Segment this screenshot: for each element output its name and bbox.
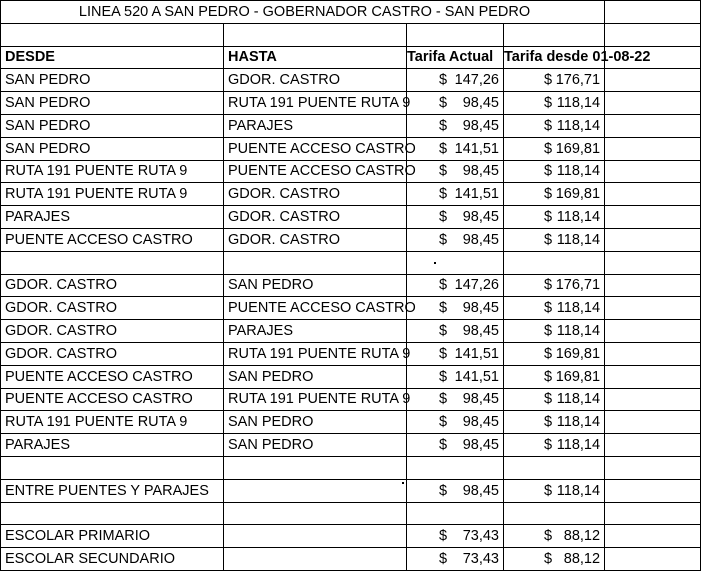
cell-desde: PARAJES — [1, 434, 224, 457]
empty-cell — [605, 114, 701, 137]
currency-symbol: $ — [544, 186, 553, 203]
price-value: 73,43 — [462, 528, 499, 545]
currency-symbol: $ — [544, 209, 553, 226]
currency-symbol: $ — [544, 482, 553, 499]
cell-tarifa-actual — [407, 137, 504, 160]
currency-symbol: $ — [544, 163, 553, 180]
price-value: 118,14 — [556, 300, 601, 317]
cell-tarifa-actual — [407, 228, 504, 251]
empty-cell — [605, 388, 701, 411]
currency-symbol: $ — [439, 300, 448, 317]
cell-tarifa-actual — [407, 342, 504, 365]
cell-desde: ESCOLAR PRIMARIO — [1, 525, 224, 548]
price-value: 118,14 — [556, 437, 601, 454]
currency-symbol: $ — [439, 186, 448, 203]
cell-desde: ENTRE PUENTES Y PARAJES — [1, 479, 224, 502]
currency-symbol: $ — [544, 528, 553, 545]
price-value: 176,71 — [555, 277, 601, 294]
empty-cell — [224, 23, 407, 46]
empty-cell — [504, 502, 605, 525]
price-value: 98,45 — [462, 300, 499, 317]
blank-row — [1, 456, 701, 479]
price-value: 118,14 — [556, 117, 601, 134]
cell-tarifa-nueva — [504, 274, 605, 297]
cell-hasta: PUENTE ACCESO CASTRO — [224, 297, 407, 320]
table-row — [1, 206, 701, 229]
currency-symbol: $ — [544, 551, 553, 568]
cell-tarifa-nueva — [504, 137, 605, 160]
currency-symbol: $ — [439, 117, 448, 134]
cell-desde: PUENTE ACCESO CASTRO — [1, 388, 224, 411]
cell-tarifa-actual — [407, 479, 504, 502]
table-row — [1, 365, 701, 388]
table-row — [1, 114, 701, 137]
empty-cell — [605, 320, 701, 343]
table-row — [1, 137, 701, 160]
cell-hasta: GDOR. CASTRO — [224, 183, 407, 206]
cell-desde: RUTA 191 PUENTE RUTA 9 — [1, 411, 224, 434]
empty-cell — [1, 456, 224, 479]
cell-hasta: RUTA 191 PUENTE RUTA 9 — [224, 92, 407, 115]
blank-row — [1, 502, 701, 525]
price-value: 98,45 — [462, 437, 499, 454]
empty-cell — [224, 502, 407, 525]
header-row — [1, 46, 701, 69]
price-value: 169,81 — [555, 186, 601, 203]
cell-tarifa-actual — [407, 183, 504, 206]
price-value: 118,14 — [556, 482, 601, 499]
cell-desde: SAN PEDRO — [1, 114, 224, 137]
price-value: 147,26 — [454, 277, 499, 294]
cell-desde: SAN PEDRO — [1, 92, 224, 115]
cell-tarifa-nueva — [504, 114, 605, 137]
cell-hasta: SAN PEDRO — [224, 434, 407, 457]
cell-hasta — [224, 525, 407, 548]
empty-cell — [605, 23, 701, 46]
currency-symbol: $ — [439, 482, 448, 499]
price-value: 98,45 — [462, 414, 499, 431]
currency-symbol: $ — [544, 140, 553, 157]
empty-cell — [605, 92, 701, 115]
empty-cell — [605, 525, 701, 548]
empty-cell — [1, 251, 224, 274]
empty-cell — [605, 1, 701, 24]
empty-cell — [605, 137, 701, 160]
price-value: 88,12 — [563, 528, 601, 545]
table-row — [1, 274, 701, 297]
cell-hasta: SAN PEDRO — [224, 274, 407, 297]
empty-cell — [605, 342, 701, 365]
currency-symbol: $ — [544, 323, 553, 340]
price-value: 73,43 — [462, 551, 499, 568]
currency-symbol: $ — [439, 277, 448, 294]
price-value: 98,45 — [462, 323, 499, 340]
cell-desde: GDOR. CASTRO — [1, 274, 224, 297]
empty-cell — [504, 456, 605, 479]
table-row — [1, 434, 701, 457]
title-row — [1, 1, 701, 24]
price-value: 118,14 — [556, 95, 601, 112]
price-value: 98,45 — [462, 391, 499, 408]
cell-desde: ESCOLAR SECUNDARIO — [1, 548, 224, 571]
cell-tarifa-nueva — [504, 160, 605, 183]
cell-tarifa-actual — [407, 320, 504, 343]
price-value: 141,51 — [454, 140, 499, 157]
price-value: 118,14 — [556, 231, 601, 248]
empty-cell — [605, 206, 701, 229]
empty-cell — [605, 548, 701, 571]
stray-dot — [434, 262, 436, 264]
cell-desde: GDOR. CASTRO — [1, 342, 224, 365]
currency-symbol: $ — [439, 391, 448, 408]
empty-cell — [605, 274, 701, 297]
price-value: 169,81 — [555, 368, 601, 385]
cell-hasta: PARAJES — [224, 320, 407, 343]
cell-desde: PUENTE ACCESO CASTRO — [1, 228, 224, 251]
empty-cell — [407, 456, 504, 479]
price-value: 169,81 — [555, 140, 601, 157]
stray-dot — [402, 482, 404, 484]
cell-hasta: PARAJES — [224, 114, 407, 137]
empty-cell — [407, 251, 504, 274]
price-value: 147,26 — [454, 72, 499, 89]
header-tarifa-actual: Tarifa Actual — [407, 46, 504, 69]
currency-symbol: $ — [544, 300, 553, 317]
cell-tarifa-actual — [407, 160, 504, 183]
cell-desde: GDOR. CASTRO — [1, 297, 224, 320]
cell-desde: GDOR. CASTRO — [1, 320, 224, 343]
currency-symbol: $ — [544, 231, 553, 248]
price-value: 98,45 — [462, 482, 499, 499]
currency-symbol: $ — [439, 437, 448, 454]
currency-symbol: $ — [544, 414, 553, 431]
header-tarifa-nueva: Tarifa desde 01-08-22 — [504, 46, 605, 69]
cell-tarifa-nueva — [504, 411, 605, 434]
cell-tarifa-actual — [407, 525, 504, 548]
cell-desde: RUTA 191 PUENTE RUTA 9 — [1, 183, 224, 206]
table-row — [1, 479, 701, 502]
cell-hasta: PUENTE ACCESO CASTRO — [224, 160, 407, 183]
empty-cell — [605, 297, 701, 320]
currency-symbol: $ — [439, 72, 448, 89]
cell-tarifa-nueva — [504, 342, 605, 365]
price-value: 118,14 — [556, 209, 601, 226]
cell-tarifa-nueva — [504, 434, 605, 457]
table-title: LINEA 520 A SAN PEDRO - GOBERNADOR CASTRO - SAN PEDRO — [1, 1, 605, 24]
empty-cell — [407, 23, 504, 46]
table-row — [1, 388, 701, 411]
currency-symbol: $ — [439, 95, 448, 112]
price-value: 98,45 — [462, 163, 499, 180]
currency-symbol: $ — [439, 528, 448, 545]
header-hasta: HASTA — [224, 46, 407, 69]
empty-cell — [605, 183, 701, 206]
price-value: 118,14 — [556, 323, 601, 340]
empty-cell — [1, 502, 224, 525]
currency-symbol: $ — [439, 345, 448, 362]
cell-tarifa-actual — [407, 388, 504, 411]
table-row — [1, 525, 701, 548]
cell-hasta: SAN PEDRO — [224, 411, 407, 434]
empty-cell — [504, 23, 605, 46]
currency-symbol: $ — [439, 414, 448, 431]
empty-cell — [605, 228, 701, 251]
price-value: 169,81 — [555, 345, 601, 362]
currency-symbol: $ — [439, 551, 448, 568]
header-desde: DESDE — [1, 46, 224, 69]
currency-symbol: $ — [544, 437, 553, 454]
cell-tarifa-nueva — [504, 320, 605, 343]
cell-tarifa-actual — [407, 365, 504, 388]
empty-cell — [605, 69, 701, 92]
empty-cell — [605, 456, 701, 479]
table-row — [1, 69, 701, 92]
currency-symbol: $ — [439, 163, 448, 180]
currency-symbol: $ — [439, 231, 448, 248]
price-value: 118,14 — [556, 163, 601, 180]
table-row — [1, 160, 701, 183]
price-value: 98,45 — [462, 117, 499, 134]
table-row — [1, 228, 701, 251]
cell-tarifa-nueva — [504, 548, 605, 571]
currency-symbol: $ — [544, 368, 553, 385]
currency-symbol: $ — [544, 391, 553, 408]
currency-symbol: $ — [544, 95, 553, 112]
cell-tarifa-actual — [407, 411, 504, 434]
cell-tarifa-actual — [407, 92, 504, 115]
cell-desde: SAN PEDRO — [1, 69, 224, 92]
price-value: 141,51 — [454, 186, 499, 203]
cell-hasta: GDOR. CASTRO — [224, 206, 407, 229]
empty-cell — [407, 502, 504, 525]
cell-tarifa-actual — [407, 548, 504, 571]
price-value: 176,71 — [555, 72, 601, 89]
cell-tarifa-actual — [407, 274, 504, 297]
cell-desde: PARAJES — [1, 206, 224, 229]
empty-cell — [224, 251, 407, 274]
currency-symbol: $ — [544, 72, 553, 89]
spacer-row — [1, 23, 701, 46]
currency-symbol: $ — [544, 117, 553, 134]
cell-tarifa-actual — [407, 297, 504, 320]
price-value: 98,45 — [462, 95, 499, 112]
table-row — [1, 297, 701, 320]
table-row — [1, 342, 701, 365]
empty-cell — [605, 365, 701, 388]
cell-hasta: SAN PEDRO — [224, 365, 407, 388]
cell-desde: PUENTE ACCESO CASTRO — [1, 365, 224, 388]
cell-hasta: RUTA 191 PUENTE RUTA 9 — [224, 388, 407, 411]
cell-desde: SAN PEDRO — [1, 137, 224, 160]
currency-symbol: $ — [544, 345, 553, 362]
empty-cell — [605, 502, 701, 525]
currency-symbol: $ — [544, 277, 553, 294]
cell-tarifa-actual — [407, 69, 504, 92]
cell-tarifa-actual — [407, 114, 504, 137]
currency-symbol: $ — [439, 323, 448, 340]
cell-hasta — [224, 479, 407, 502]
price-value: 141,51 — [454, 345, 499, 362]
empty-cell — [1, 23, 224, 46]
cell-tarifa-nueva — [504, 479, 605, 502]
currency-symbol: $ — [439, 368, 448, 385]
empty-cell — [224, 456, 407, 479]
cell-hasta: GDOR. CASTRO — [224, 69, 407, 92]
cell-hasta — [224, 548, 407, 571]
empty-cell — [605, 160, 701, 183]
cell-tarifa-nueva — [504, 69, 605, 92]
price-value: 141,51 — [454, 368, 499, 385]
cell-tarifa-nueva — [504, 206, 605, 229]
cell-tarifa-actual — [407, 434, 504, 457]
currency-symbol: $ — [439, 209, 448, 226]
cell-tarifa-actual — [407, 206, 504, 229]
cell-tarifa-nueva — [504, 183, 605, 206]
cell-tarifa-nueva — [504, 388, 605, 411]
cell-tarifa-nueva — [504, 525, 605, 548]
currency-symbol: $ — [439, 140, 448, 157]
price-value: 98,45 — [462, 231, 499, 248]
table-row — [1, 92, 701, 115]
cell-tarifa-nueva — [504, 228, 605, 251]
price-value: 118,14 — [556, 414, 601, 431]
price-value: 118,14 — [556, 391, 601, 408]
price-value: 98,45 — [462, 209, 499, 226]
blank-row — [1, 251, 701, 274]
empty-cell — [605, 479, 701, 502]
empty-cell — [504, 251, 605, 274]
empty-cell — [605, 251, 701, 274]
cell-hasta: PUENTE ACCESO CASTRO — [224, 137, 407, 160]
table-row — [1, 548, 701, 571]
table-row — [1, 183, 701, 206]
cell-hasta: RUTA 191 PUENTE RUTA 9 — [224, 342, 407, 365]
table-row — [1, 320, 701, 343]
table-row — [1, 411, 701, 434]
cell-tarifa-nueva — [504, 92, 605, 115]
cell-tarifa-nueva — [504, 365, 605, 388]
cell-hasta: GDOR. CASTRO — [224, 228, 407, 251]
empty-cell — [605, 411, 701, 434]
price-value: 88,12 — [563, 551, 601, 568]
empty-cell — [605, 434, 701, 457]
cell-tarifa-nueva — [504, 297, 605, 320]
cell-desde: RUTA 191 PUENTE RUTA 9 — [1, 160, 224, 183]
